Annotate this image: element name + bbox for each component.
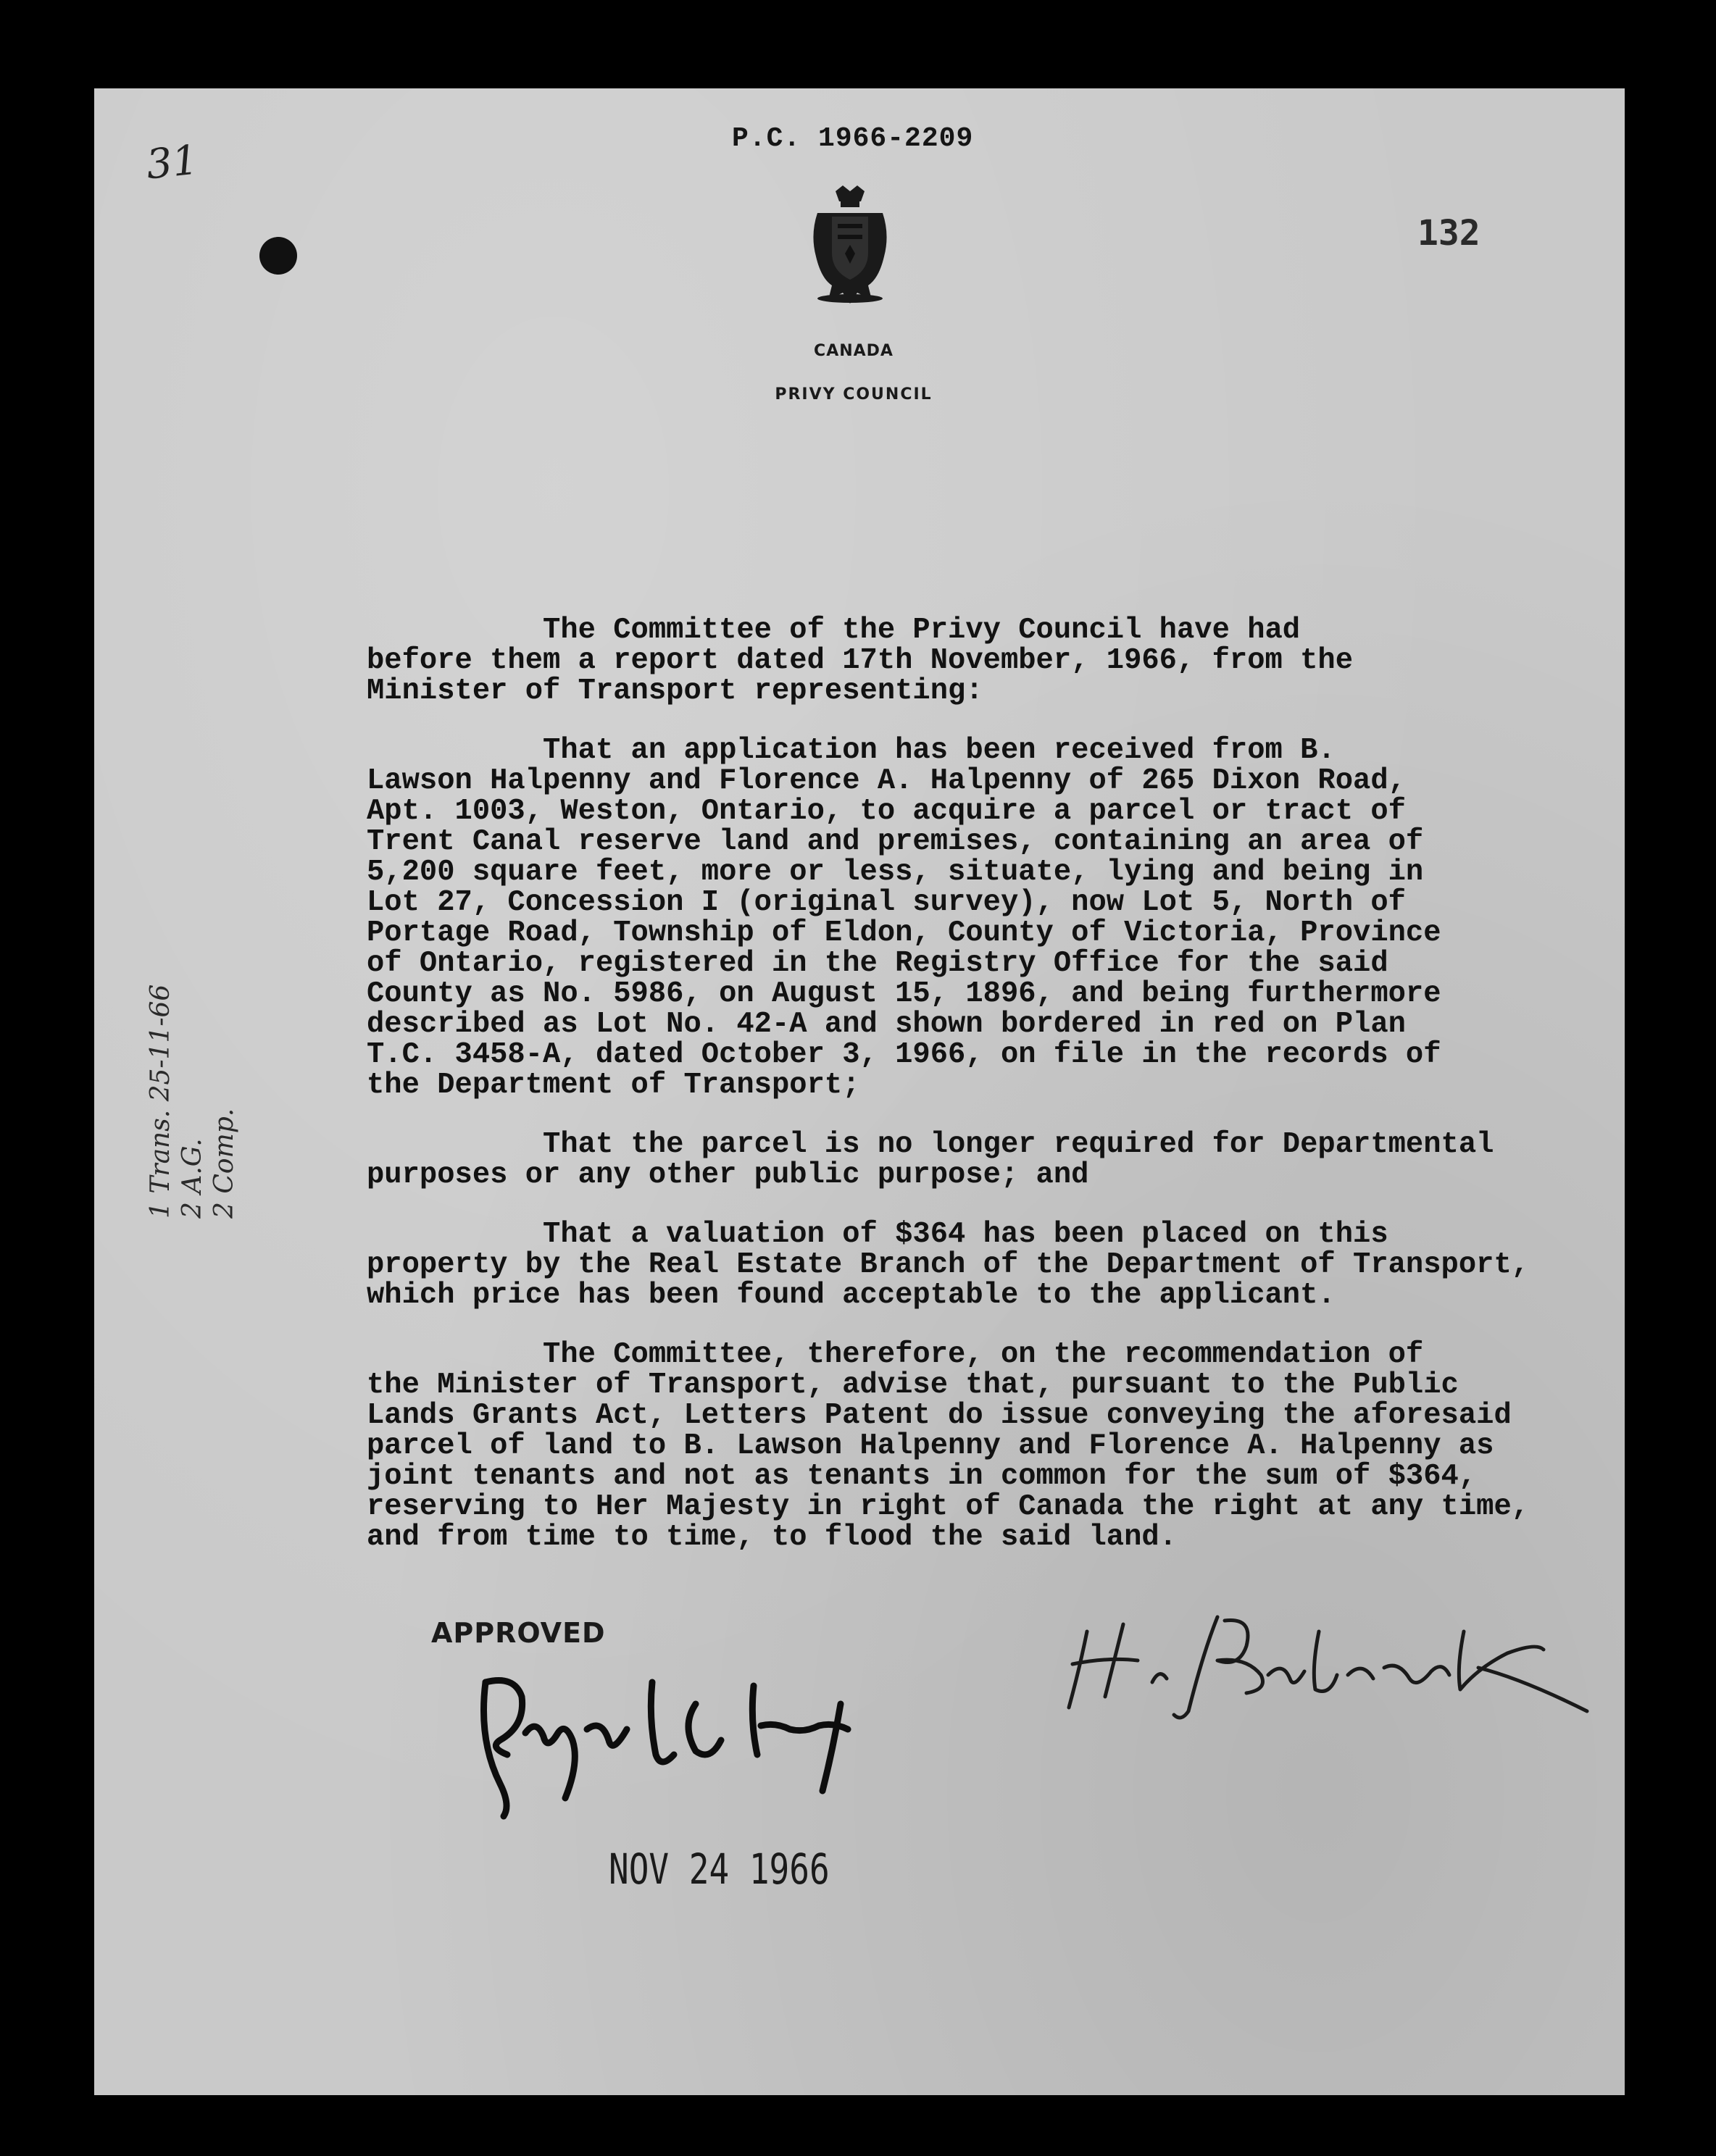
text-line: reserving to Her Majesty in right of Canada the right at any time,	[367, 1490, 1530, 1524]
approved-label: APPROVED	[431, 1617, 606, 1649]
text-line: the Department of Transport;	[367, 1069, 860, 1102]
text-line: Trent Canal reserve land and premises, containing an area of	[367, 825, 1424, 858]
text-line: Portage Road, Township of Eldon, County of Victoria, Province	[367, 916, 1441, 950]
text-line: That the parcel is no longer required for Departmental	[367, 1128, 1494, 1161]
text-line: joint tenants and not as tenants in common for the sum of $364,	[367, 1460, 1477, 1493]
text-line: purposes or any other public purpose; and	[367, 1158, 1089, 1192]
paragraph	[367, 1129, 1671, 1190]
paragraph	[367, 1219, 1671, 1311]
text-line: 5,200 square feet, more or less, situate, lying and being in	[367, 856, 1424, 889]
handwritten-number: 31	[143, 136, 201, 189]
text-line: which price has been found acceptable to the applicant.	[367, 1279, 1336, 1312]
folio-number: 132	[1417, 213, 1480, 254]
text-line: The Committee, therefore, on the recommendation of	[367, 1338, 1424, 1371]
approval-signature	[457, 1653, 862, 1820]
margin-note-line: 1 Trans. 25-11-66	[146, 984, 175, 1219]
text-line: described as Lot No. 42-A and shown bordered in red on Plan	[367, 1008, 1406, 1041]
coat-of-arms-icon	[803, 184, 897, 307]
text-line: the Minister of Transport, advise that, pursuant to the Public	[367, 1369, 1459, 1402]
text-line: T.C. 3458-A, dated October 3, 1966, on file in the records of	[367, 1038, 1441, 1071]
text-line: and from time to time, to flood the said land.	[367, 1521, 1177, 1554]
punch-hole	[259, 237, 297, 275]
text-line: of Ontario, registered in the Registry Office for the said	[367, 947, 1388, 980]
text-line: County as No. 5986, on August 15, 1896, and being furthermore	[367, 977, 1441, 1011]
crest-caption: CANADA	[814, 342, 894, 360]
clerk-signature	[1044, 1588, 1594, 1726]
margin-note	[145, 929, 239, 1219]
text-line: Lot 27, Concession I (original survey), now Lot 5, North of	[367, 886, 1406, 919]
document-page	[94, 88, 1625, 2095]
text-line: Apt. 1003, Weston, Ontario, to acquire a parcel or tract of	[367, 795, 1406, 828]
text-line: before them a report dated 17th November, 1966, from the	[367, 644, 1354, 677]
order-body	[367, 615, 1671, 1582]
text-line: That an application has been received from B.	[367, 734, 1336, 767]
text-line: Minister of Transport representing:	[367, 674, 983, 708]
approval-date-stamp: NOV 24 1966	[609, 1844, 830, 1894]
text-line: property by the Real Estate Branch of the Department of Transport,	[367, 1248, 1530, 1282]
paragraph	[367, 1340, 1671, 1553]
council-caption: PRIVY COUNCIL	[775, 385, 933, 404]
margin-note-line: 2 A.G.	[178, 1138, 207, 1219]
paragraph	[367, 615, 1671, 706]
text-line: Lawson Halpenny and Florence A. Halpenny of 265 Dixon Road,	[367, 764, 1406, 798]
text-line: That a valuation of $364 has been placed on this	[367, 1218, 1388, 1251]
order-number: P.C. 1966-2209	[732, 123, 974, 154]
text-line: The Committee of the Privy Council have had	[367, 614, 1301, 647]
margin-note-line: 2 Comp.	[209, 1108, 239, 1219]
paragraph	[367, 735, 1671, 1100]
text-line: Lands Grants Act, Letters Patent do issue conveying the aforesaid	[367, 1399, 1512, 1432]
text-line: parcel of land to B. Lawson Halpenny and Florence A. Halpenny as	[367, 1429, 1494, 1463]
